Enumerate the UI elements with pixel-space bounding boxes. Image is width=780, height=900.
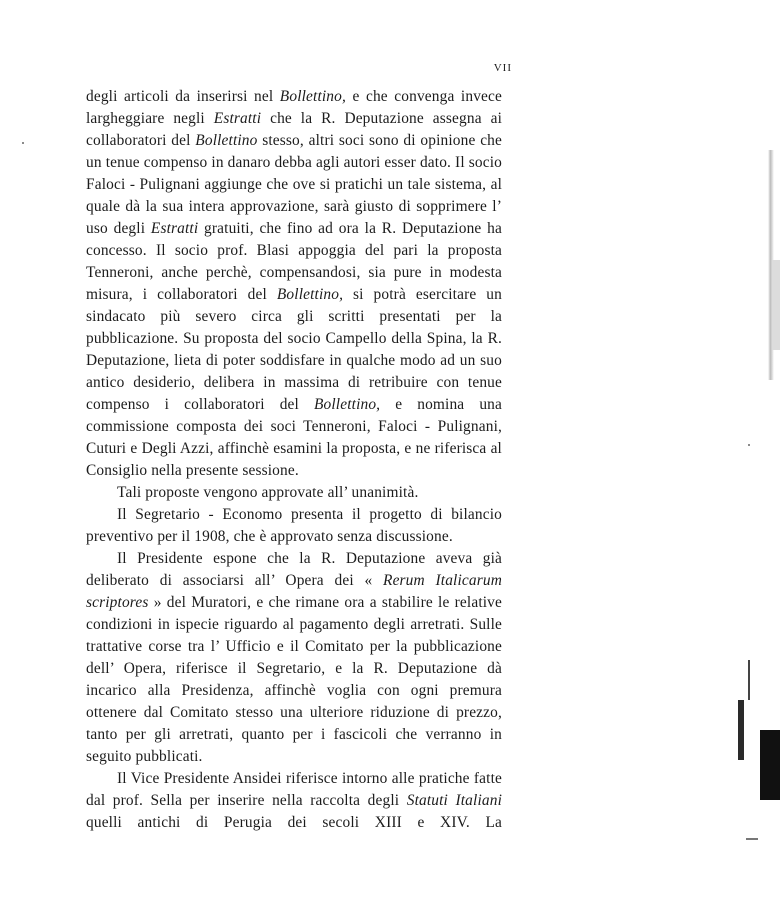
italic-run: Bollettino, [279,88,346,105]
scan-edge-artifact [748,660,750,700]
scan-speck [748,444,750,446]
text-run: stesso, altri soci sono di opinione che un tenue compenso in danaro debba agli autori esser dato. Il socio Faloci - Pulignani aggiunge che ove si pratichi un tale sistema, al quale dà la sua intera approvazione, sarà giusto di sopprimere l’ uso degli [86,132,502,237]
italic-run: Estratti [150,220,199,237]
italic-run: Rerum Italicarum scriptores [86,572,502,611]
text-run: gratuiti, che fino ad ora la R. Deputazione ha concesso. Il socio prof. Blasi appoggia del pari la proposta Tenneroni, anche perchè, compensandosi, sia pure in modesta misura, i collaboratori del [86,220,502,303]
scan-speck [22,142,24,144]
text-run: si potrà esercitare un sindacato più severo circa gli scritti presentati per la pubblicazione. Su proposta del socio Campello della Spina, la R. Deputazione, lieta di poter soddisfare in qualche modo ad un suo antico desiderio, delibera in massima di retribuire con tenue compenso i collaboratori del [86,286,502,413]
text-run: » del Muratori, e che rimane ora a stabilire le relative condizioni in ispecie riguardo al pagamento degli arretrati. Sulle trattative corse tra l’ Ufficio e il Comitato per la pubblicazione dell’ Opera, riferisce il Segretario, e la R. Deputazione dà incarico alla Presidenza, affinchè voglia con ogni premura ottenere dal Comitato stesso una ulteriore riduzione di prezzo, tanto per gli arretrati, quanto per i fascicoli che verranno in seguito pubblicati. [86,594,502,765]
text-run: e che convenga invece largheggiare negli [86,88,502,127]
italic-run: Bollettino [195,132,258,149]
paragraph [86,482,502,504]
text-run: Tali proposte vengono approvate all’ unanimità. [117,484,419,501]
text-run: quelli antichi di Perugia dei secoli XIII e XIV. La [86,814,502,831]
scan-edge-artifact [772,260,780,350]
text-run: Il Segretario - Economo presenta il progetto di bilancio preventivo per il 1908, che è approvato senza discussione. [86,506,502,545]
paragraph [86,504,502,548]
scan-edge-artifact [760,730,780,800]
text-run: e nomina una commissione composta dei soci Tenneroni, Faloci - Pulignani, Cuturi e Degli Azzi, affinchè esamini la proposta, e ne riferisca al Consiglio nella presente sessione. [86,396,502,479]
text-run: Il Presidente espone che la R. Deputazione aveva già deliberato di associarsi all’ Opera dei « [86,550,502,589]
scan-edge-artifact [746,838,758,840]
scan-edge-artifact [738,700,744,760]
paragraph [86,548,502,768]
text-run: Il Vice Presidente Ansidei riferisce intorno alle pratiche fatte dal prof. Sella per inserire nella raccolta degli [86,770,502,809]
page-number: VII [493,62,512,74]
text-run: degli articoli da inserirsi nel [86,88,280,105]
text-run: che la R. Deputazione assegna ai collaboratori del [86,110,503,149]
body-text [86,86,502,834]
italic-run: Bollettino, [313,396,381,413]
paragraph [86,86,502,482]
italic-run: Bollettino, [276,286,344,303]
italic-run: Estratti [213,110,262,127]
paragraph [86,768,502,834]
italic-run: Statuti Italiani [406,792,502,809]
